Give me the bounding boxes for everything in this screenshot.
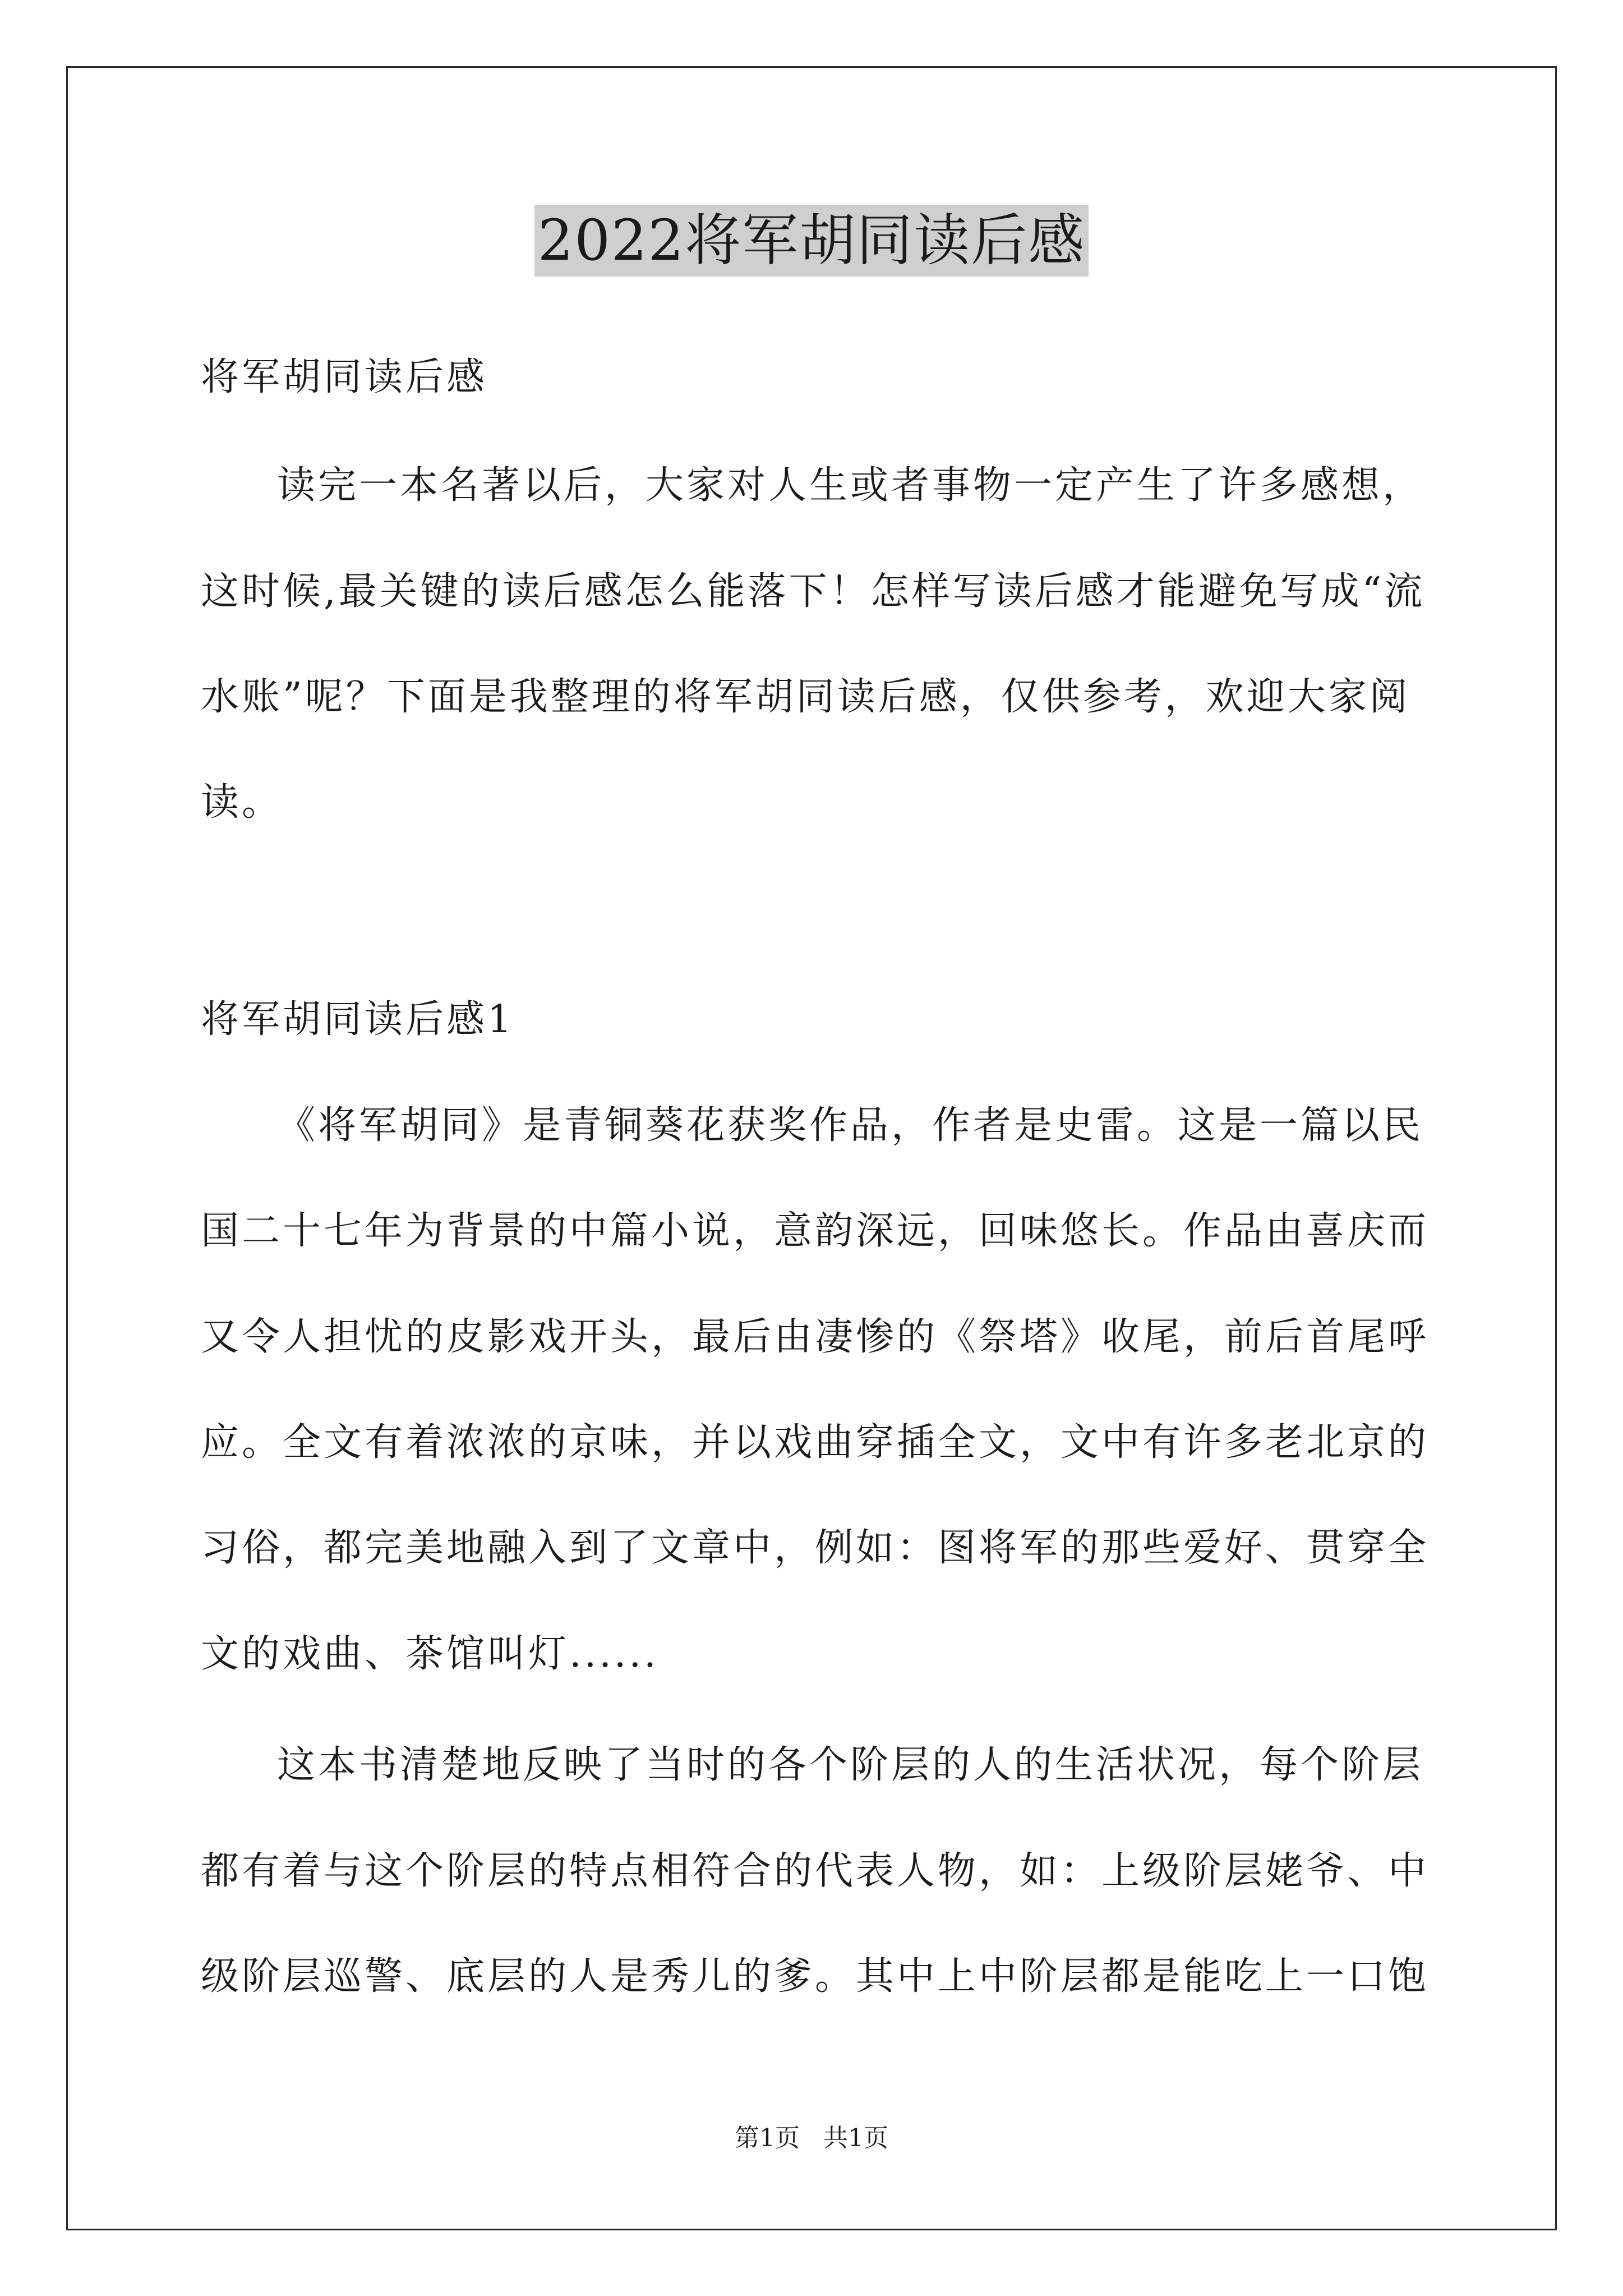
document-title: 2022将军胡同读后感 bbox=[534, 205, 1089, 277]
subtitle: 将军胡同读后感 bbox=[201, 355, 488, 399]
paragraph1-line-1: 《将军胡同》是青铜葵花获奖作品，作者是史雷。这是一篇以民 bbox=[277, 1103, 1424, 1148]
title-container bbox=[0, 205, 1623, 277]
paragraph1-line-5: 习俗，都完美地融入到了文章中，例如：图将军的那些爱好、贯穿全 bbox=[201, 1526, 1430, 1570]
intro-line-3: 水账”呢？下面是我整理的将军胡同读后感，仅供参考，欢迎大家阅 bbox=[201, 675, 1410, 719]
page-footer: 第1页 共1页 bbox=[735, 2124, 888, 2152]
paragraph1-line-3: 又令人担忧的皮影戏开头，最后由凄惨的《祭塔》收尾，前后首尾呼 bbox=[201, 1315, 1430, 1359]
paragraph1-line-2: 国二十七年为背景的中篇小说，意韵深远，回味悠长。作品由喜庆而 bbox=[201, 1209, 1430, 1253]
paragraph1-line-4: 应。全文有着浓浓的京味，并以戏曲穿插全文，文中有许多老北京的 bbox=[201, 1420, 1430, 1465]
paragraph2-line-1: 这本书清楚地反映了当时的各个阶层的人的生活状况，每个阶层 bbox=[277, 1743, 1424, 1787]
paragraph1-line-6: 文的戏曲、茶馆叫灯...... bbox=[201, 1632, 659, 1676]
paragraph2-line-3: 级阶层巡警、底层的人是秀儿的爹。其中上中阶层都是能吃上一口饱 bbox=[201, 1954, 1430, 1999]
intro-line-1: 读完一本名著以后，大家对人生或者事物一定产生了许多感想， bbox=[277, 463, 1424, 508]
paragraph2-line-2: 都有着与这个阶层的特点相符合的代表人物，如：上级阶层姥爷、中 bbox=[201, 1849, 1430, 1893]
intro-line-4: 读。 bbox=[201, 780, 283, 825]
intro-line-2: 这时候,最关键的读后感怎么能落下！怎样写读后感才能避免写成“流 bbox=[201, 569, 1426, 614]
section-heading: 将军胡同读后感1 bbox=[201, 997, 515, 1042]
